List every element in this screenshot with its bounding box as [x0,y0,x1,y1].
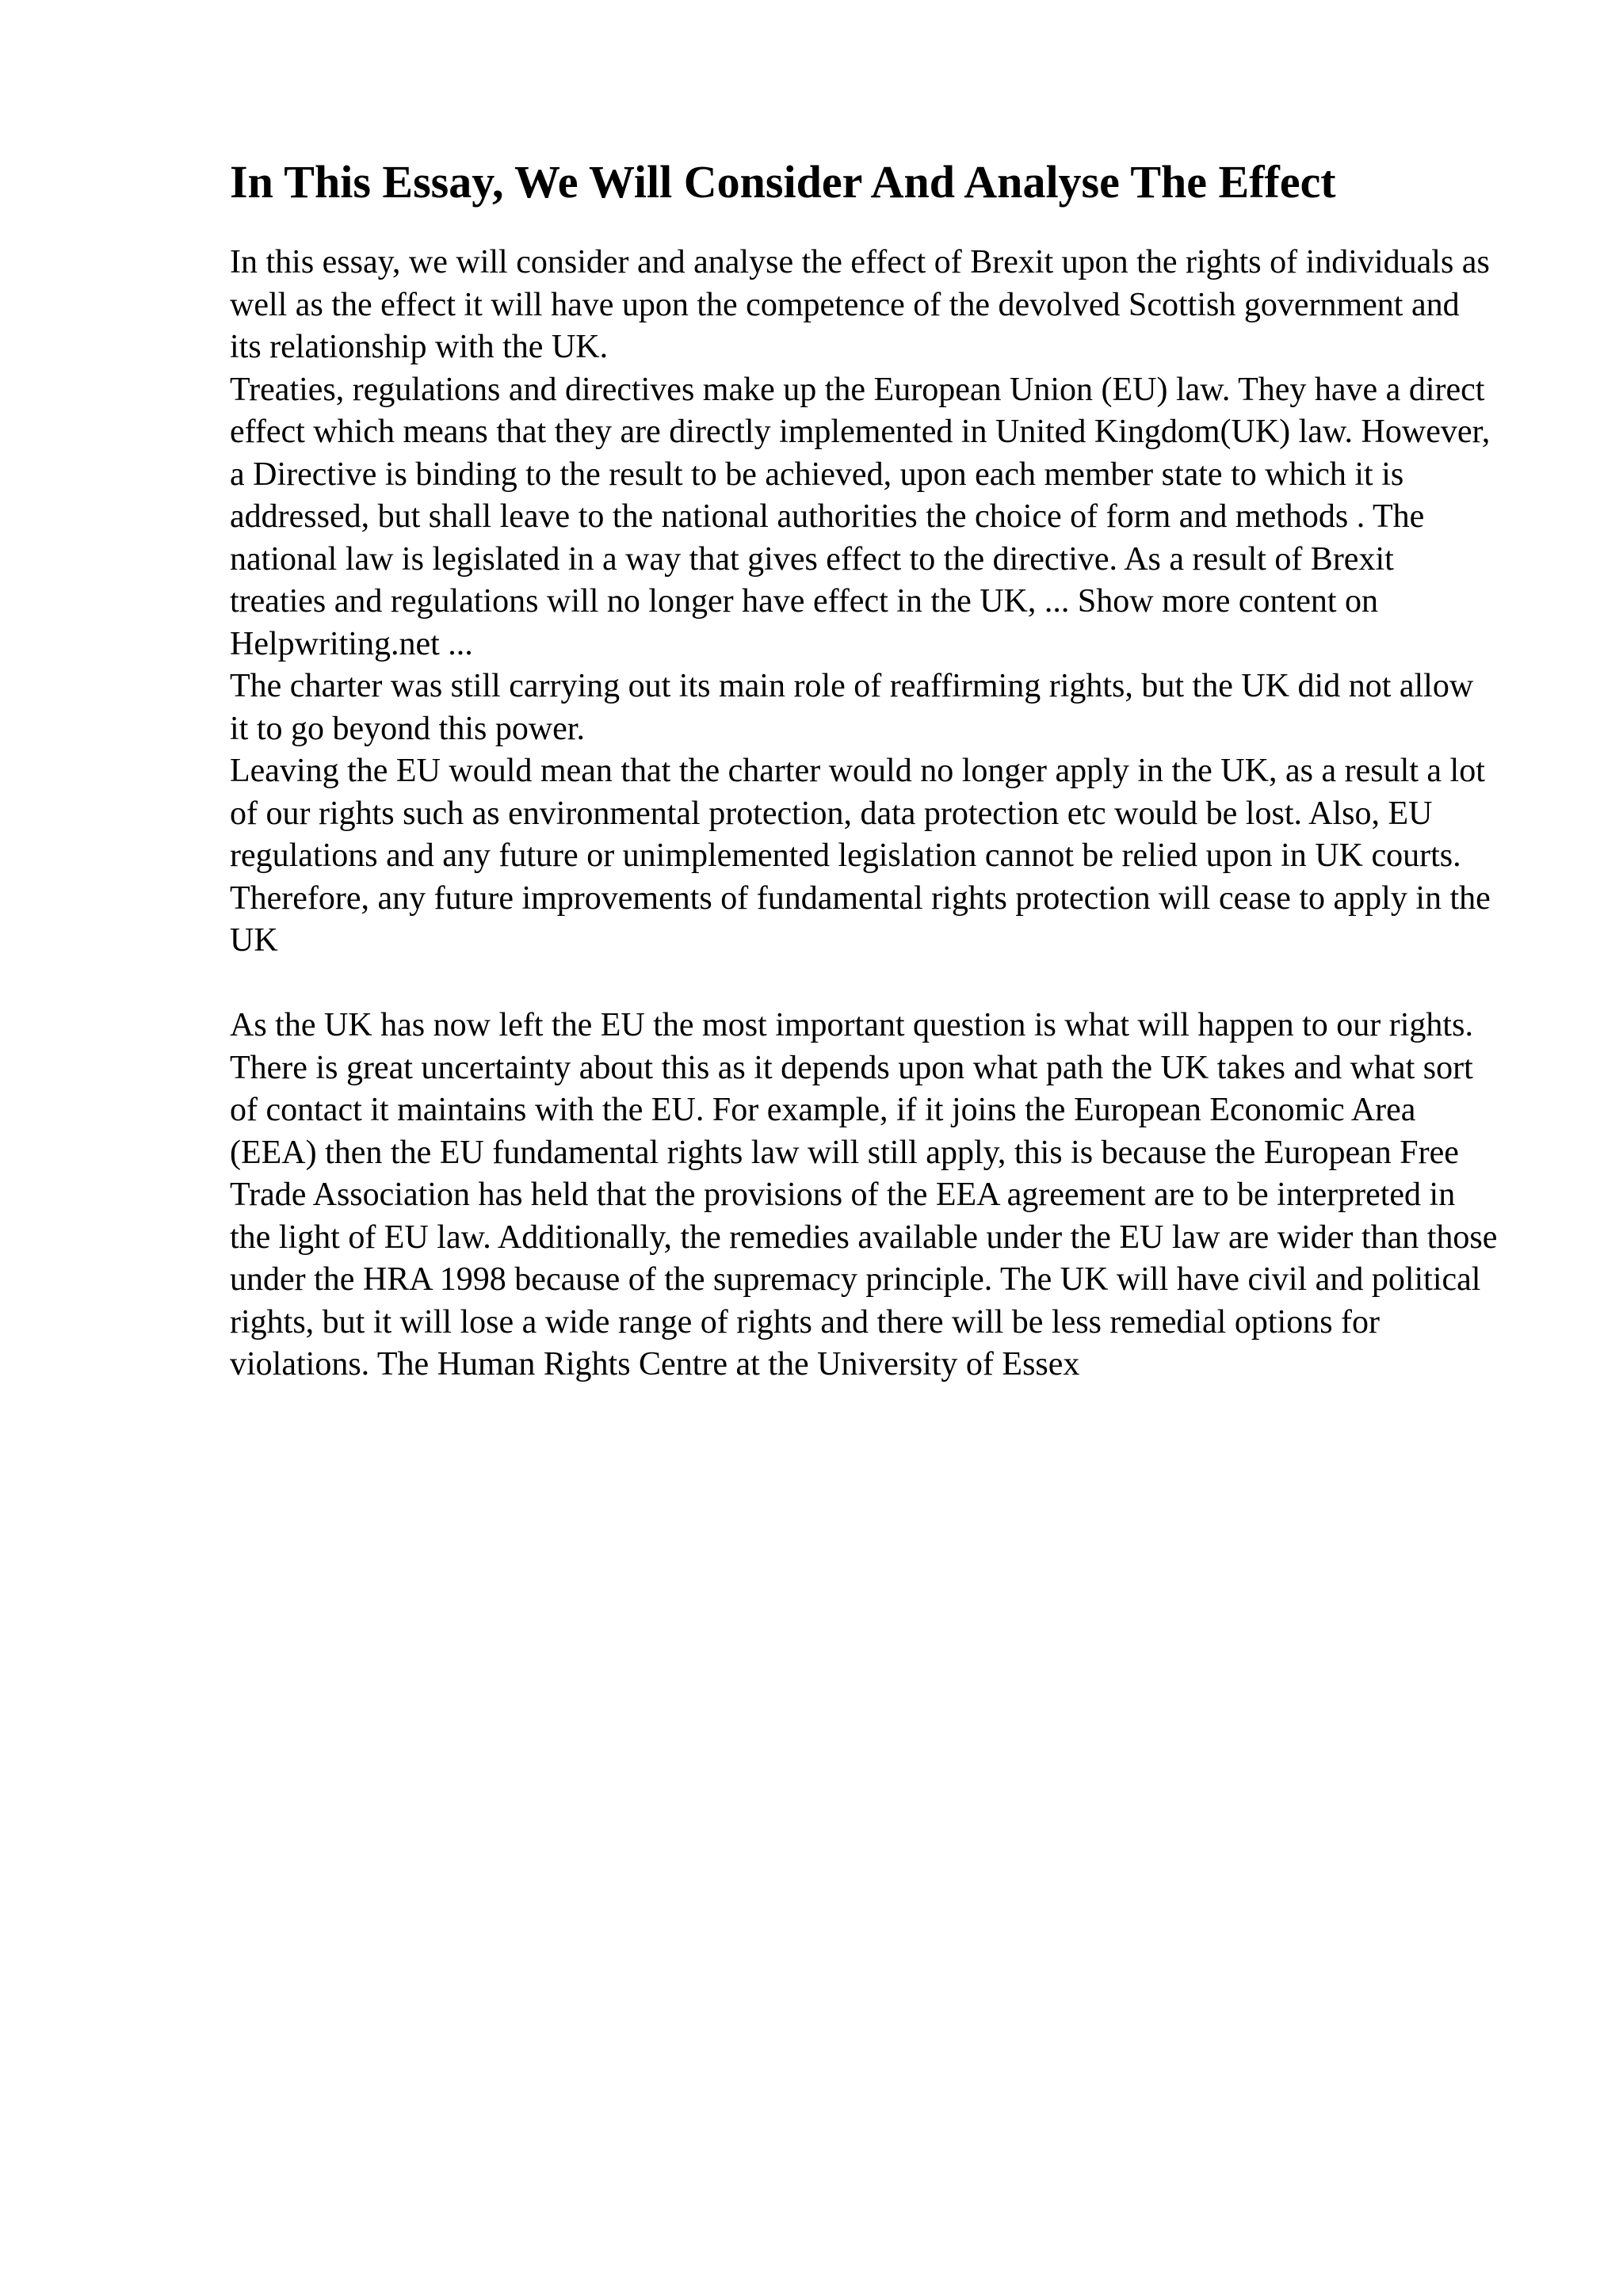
document-body [230,242,1498,1386]
paragraph-rights-question: As the UK has now left the EU the most important question is what will happen to our rights. There is great uncertainty about this as it depends upon what path the UK takes and what sort of contact it maintains with the EU. For example, if it joins the European Economic Area (EEA) then the EU fundamental rights law will still apply, this is because the European Free Trade Association has held that the provisions of the EEA agreement are to be interpreted in the light of EU law. Additionally, the remedies available under the EU law are wider than those under the HRA 1998 because of the supremacy principle. The UK will have civil and political rights, but it will lose a wide range of rights and there will be less remedial options for violations. The Human Rights Centre at the University of Essex [230,1007,1498,1383]
paragraph-eu-law: Treaties, regulations and directives make up the European Union (EU) law. They have a direct effect which means that they are directly implemented in United Kingdom(UK) law. However, a Directive is binding to the result to be achieved, upon each member state to which it is addressed, but shall leave to the national authorities the choice of form and methods . The national law is legislated in a way that gives effect to the directive. As a result of Brexit treaties and regulations will no longer have effect in the UK, ... Show more content on Helpwriting.net ... [230,371,1491,662]
document-title: In This Essay, We Will Consider And Analyse The Effect [230,156,1336,208]
paragraph-intro: In this essay, we will consider and analyse the effect of Brexit upon the rights of individuals as well as the effect it will have upon the competence of the devolved Scottish government and its relationship with the UK. [230,244,1490,365]
paragraph-leaving-eu: Leaving the EU would mean that the charter would no longer apply in the UK, as a result a lot of our rights such as environmental protection, data protection etc would be lost. Also, EU regulations and any future or unimplemented legislation cannot be relied upon in UK courts. Therefore, any future improvements of fundamental rights protection will cease to apply in the UK [230,753,1491,959]
paragraph-charter: The charter was still carrying out its main role of reaffirming rights, but the UK did not allow it to go beyond this power. [230,668,1474,747]
